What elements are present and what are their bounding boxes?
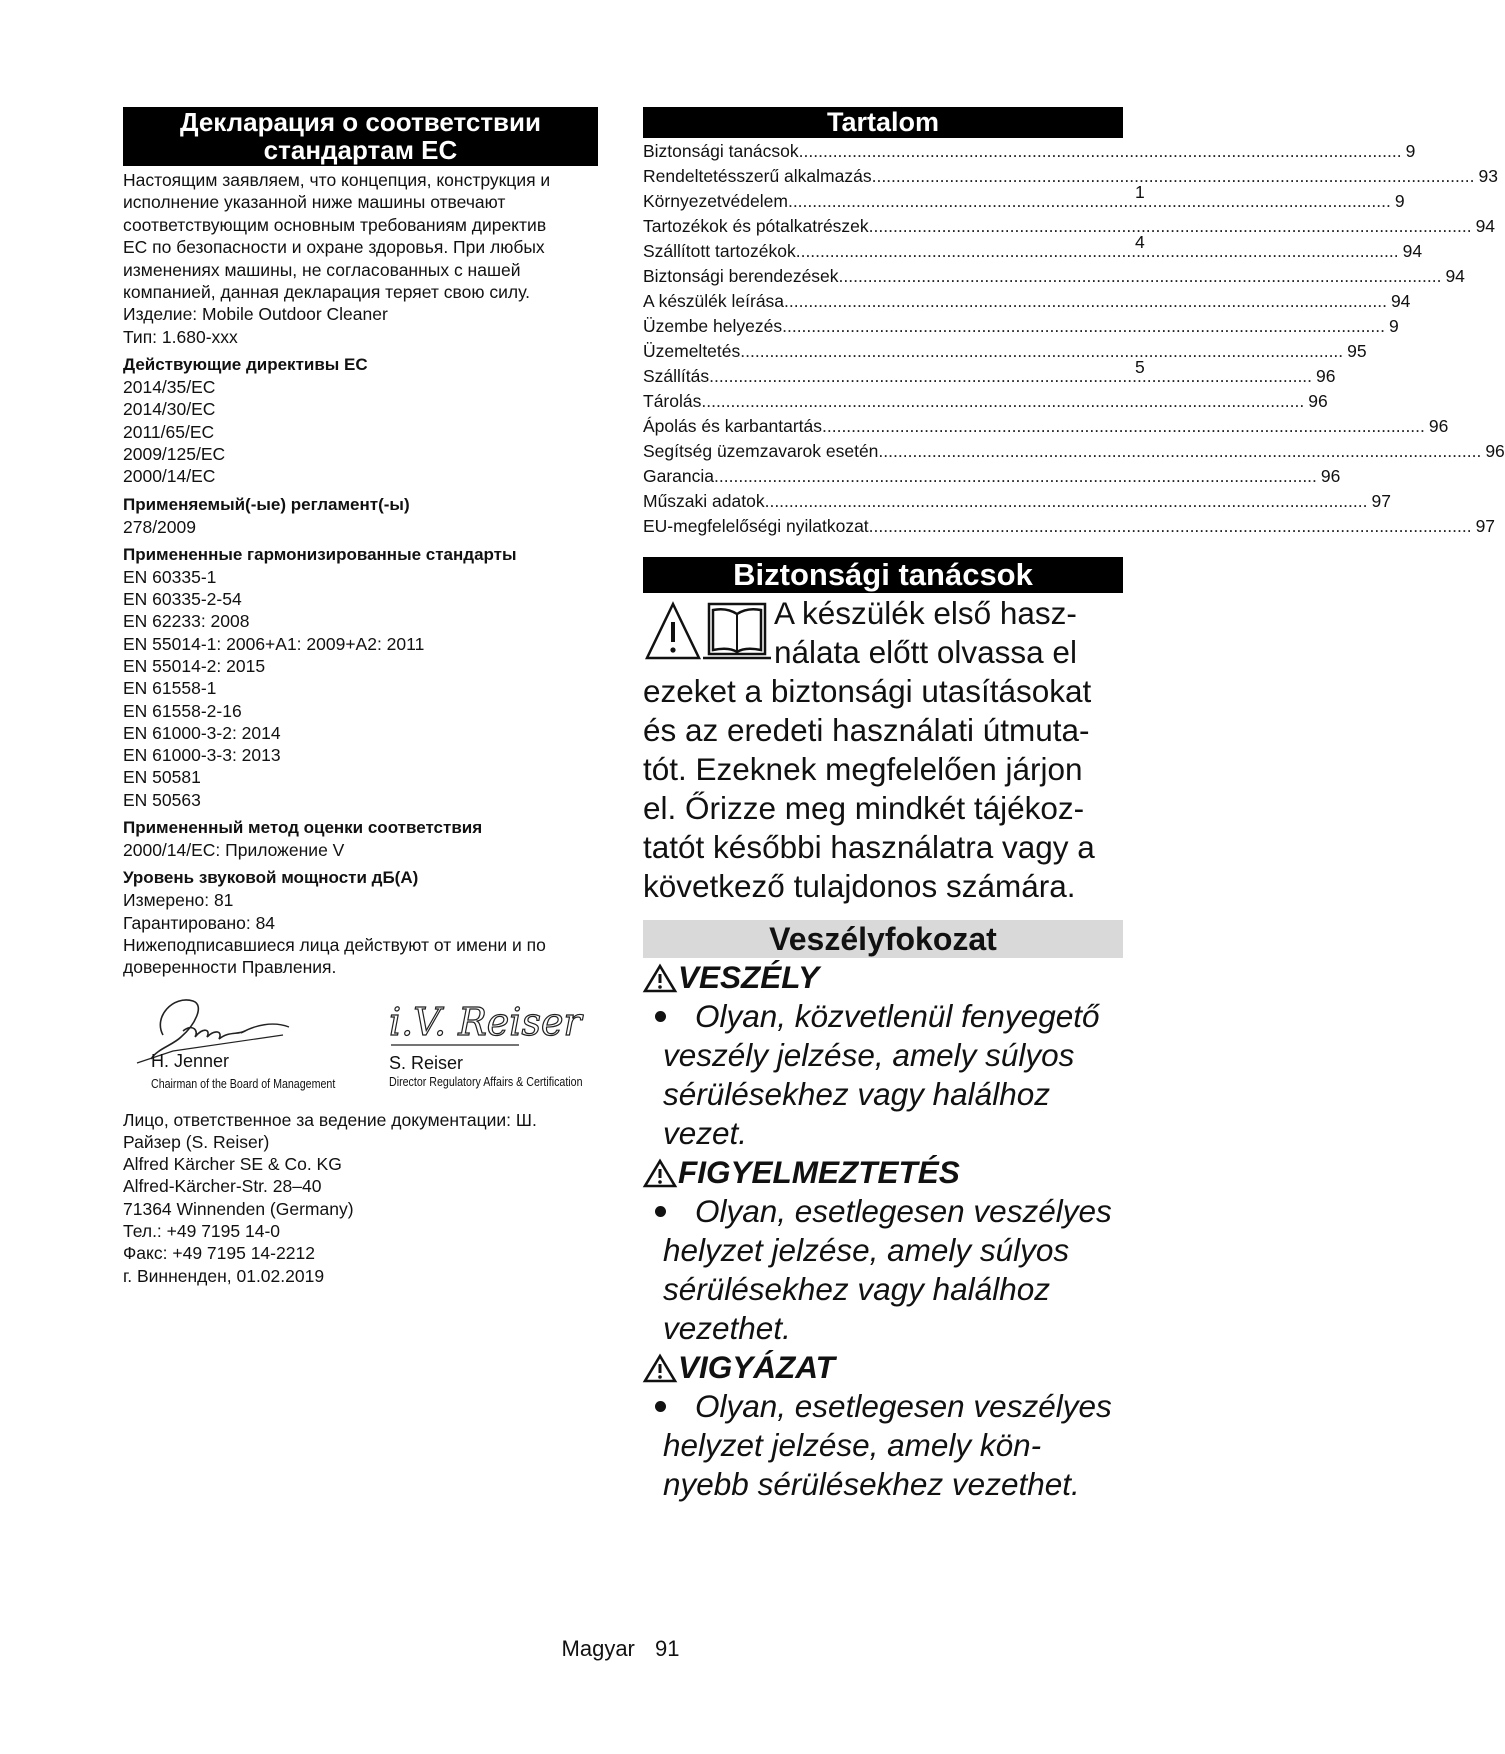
list-item: EN 61558-1 [123, 678, 217, 699]
table-of-contents [643, 139, 1505, 539]
footer-language: Magyar [561, 1636, 635, 1661]
toc-entry[interactable]: Garancia ..... 96 [643, 464, 1123, 489]
safety-title: Biztonsági tanácsok [643, 557, 1123, 593]
toc-entry[interactable]: Üzembe helyezés ..... 9 [643, 314, 1123, 339]
bullet-icon [655, 1401, 666, 1412]
toc-entry[interactable]: Környezetvédelem ..... 9 [643, 189, 1123, 214]
signer1-title: Chairman of the Board of Management [151, 1075, 336, 1091]
standards-heading: Примененные гармонизированные стандарты [123, 544, 517, 564]
contact-block: Лицо, ответственное за ведение документации: Ш. Райзер (S. Reiser) Alfred Kärcher SE & Co. KG Alfred-Kärcher-Str. 28–40 71364 Winnenden (Germany) Тел.: +49 7195 14-0 Факс: +49 7195 14-2212 г. Винненден, 01.02.2019 [123, 1109, 537, 1286]
content-column [643, 107, 1505, 1504]
danger-description: Olyan, közvetlenül fenyegető veszély jelzése, amely súlyos sérülésekhez vagy halálhoz vezet. [643, 997, 1123, 1153]
list-item: EN 61558-2-16 [123, 700, 242, 721]
list-item: 2011/65/EC [123, 421, 215, 442]
list-item: 2000/14/EC [123, 466, 216, 487]
list-item: EN 61000-3-2: 2014 [123, 722, 281, 743]
page-footer [0, 1636, 1241, 1662]
directives-heading: Действующие директивы ЕС [123, 355, 368, 375]
toc-entry[interactable]: Segítség üzemzavarok esetén ..... 96 [643, 439, 1123, 464]
danger-heading: VESZÉLY [643, 958, 1123, 997]
toc-entry[interactable]: A készülék leírása ..... 94 [643, 289, 1123, 314]
regulation-heading: Применяемый(-ые) регламент(-ы) [123, 494, 410, 514]
warning-triangle-icon [643, 1353, 677, 1383]
svg-text:i.V. Reiser: i.V. Reiser [389, 999, 582, 1044]
warning-triangle-icon [647, 604, 699, 658]
list-item: 2014/35/EC [123, 377, 216, 398]
declaration-title: Декларация о соответствии стандартам ЕС [123, 107, 598, 166]
directives-list [123, 376, 598, 487]
toc-entry[interactable]: Műszaki adatok ..... 97 [643, 489, 1123, 514]
signatories-note-1: Нижеподписавшиеся лица действуют от имени и по [123, 934, 546, 955]
toc-entry[interactable]: Szállított tartozékok ..... 94 [643, 239, 1123, 264]
toc-entry[interactable]: Tartozékok és pótalkatrészek ..... 94 [643, 214, 1123, 239]
warning-triangle-icon [643, 963, 677, 993]
sound-heading: Уровень звуковой мощности дБ(A) [123, 868, 419, 888]
guaranteed-value: Гарантировано: 84 [123, 912, 276, 933]
list-item: EN 60335-2-54 [123, 589, 242, 610]
toc-entry[interactable]: Biztonsági berendezések ..... 94 [643, 264, 1123, 289]
bullet-icon [655, 1206, 666, 1217]
measured-value: Измерено: 81 [123, 890, 234, 911]
toc-extra-digit: 4 [1135, 232, 1145, 252]
product-line: Изделие: Mobile Outdoor Cleaner [123, 304, 388, 325]
method-heading: Примененный метод оценки соответствия [123, 818, 483, 838]
toc-entry[interactable]: Tárolás ..... 96 [643, 389, 1123, 414]
warning-manual-icons [643, 598, 771, 668]
caution-description: Olyan, esetlegesen veszélyes helyzet jelzése, amely kön- nyebb sérülésekhez vezethet. [643, 1387, 1123, 1504]
warning-description: Olyan, esetlegesen veszélyes helyzet jelzése, amely súlyos sérülésekhez vagy halálhoz vezethet. [643, 1192, 1123, 1348]
list-item: EN 60335-1 [123, 566, 217, 587]
signer2-name: S. Reiser [389, 1052, 464, 1073]
signature-reiser [385, 987, 582, 1051]
page-number: 91 [655, 1636, 680, 1661]
list-item: 2009/125/EC [123, 443, 226, 464]
signatories-note-2: доверенности Правления. [123, 957, 337, 978]
signatures [123, 987, 598, 1109]
bullet-icon [655, 1011, 666, 1022]
list-item: EN 50581 [123, 767, 201, 788]
method-value: 2000/14/EC: Приложение V [123, 840, 345, 861]
toc-entry[interactable]: Ápolás és karbantartás ..... 96 [643, 414, 1123, 439]
toc-extra-digit: 5 [1135, 357, 1145, 377]
toc-entry[interactable]: Biztonsági tanácsok ..... 9 [643, 139, 1123, 164]
toc-entry[interactable]: EU-megfelelőségi nyilatkozat ..... 97 [643, 514, 1123, 539]
declaration-column [123, 107, 598, 1287]
toc-title: Tartalom [643, 107, 1123, 138]
declaration-intro: Настоящим заявляем, что концепция, конструкция и исполнение указанной ниже машины отвечают соответствующим основным требованиям директив ЕС по безопасности и охране здоровья. При любых изменениях машины, не согласованных с нашей компанией, данная декларация теряет свою силу. [123, 170, 551, 303]
manual-book-icon [703, 604, 771, 658]
toc-entry[interactable]: Szállítás ..... 96 [643, 364, 1123, 389]
toc-extra-digit: 1 [1135, 182, 1145, 202]
list-item: EN 55014-2: 2015 [123, 656, 266, 676]
toc-entry[interactable]: Üzemeltetés ..... 95 [643, 339, 1123, 364]
type-line: Тип: 1.680-xxx [123, 326, 238, 347]
list-item: EN 61000-3-3: 2013 [123, 745, 281, 766]
list-item: EN 62233: 2008 [123, 611, 250, 632]
signer1-name: H. Jenner [151, 1050, 230, 1071]
warning-heading: FIGYELMEZTETÉS [643, 1153, 1123, 1192]
standards-list [123, 566, 598, 811]
list-item: 2014/30/EC [123, 399, 216, 420]
levels-title: Veszélyfokozat [643, 920, 1123, 958]
caution-heading: VIGYÁZAT [643, 1348, 1123, 1387]
list-item: EN 55014-1: 2006+A1: 2009+A2: 2011 [123, 633, 425, 654]
toc-entry[interactable]: Rendeltetésszerű alkalmazás ..... 93 [643, 164, 1123, 189]
regulation-value: 278/2009 [123, 516, 196, 537]
signer2-title: Director Regulatory Affairs & Certification [389, 1073, 583, 1089]
list-item: EN 50563 [123, 789, 201, 810]
warning-triangle-icon [643, 1158, 677, 1188]
safety-intro: A készülék első hasz- nálata előtt olvassa el ezeket a biztonsági utasításokat és az eredeti használati útmuta- tót. Ezeknek megfelelően járjon el. Őrizze meg mindkét tájékoz- tatót későbbi használatra vagy a következő tulajdonos számára. [643, 595, 1095, 904]
